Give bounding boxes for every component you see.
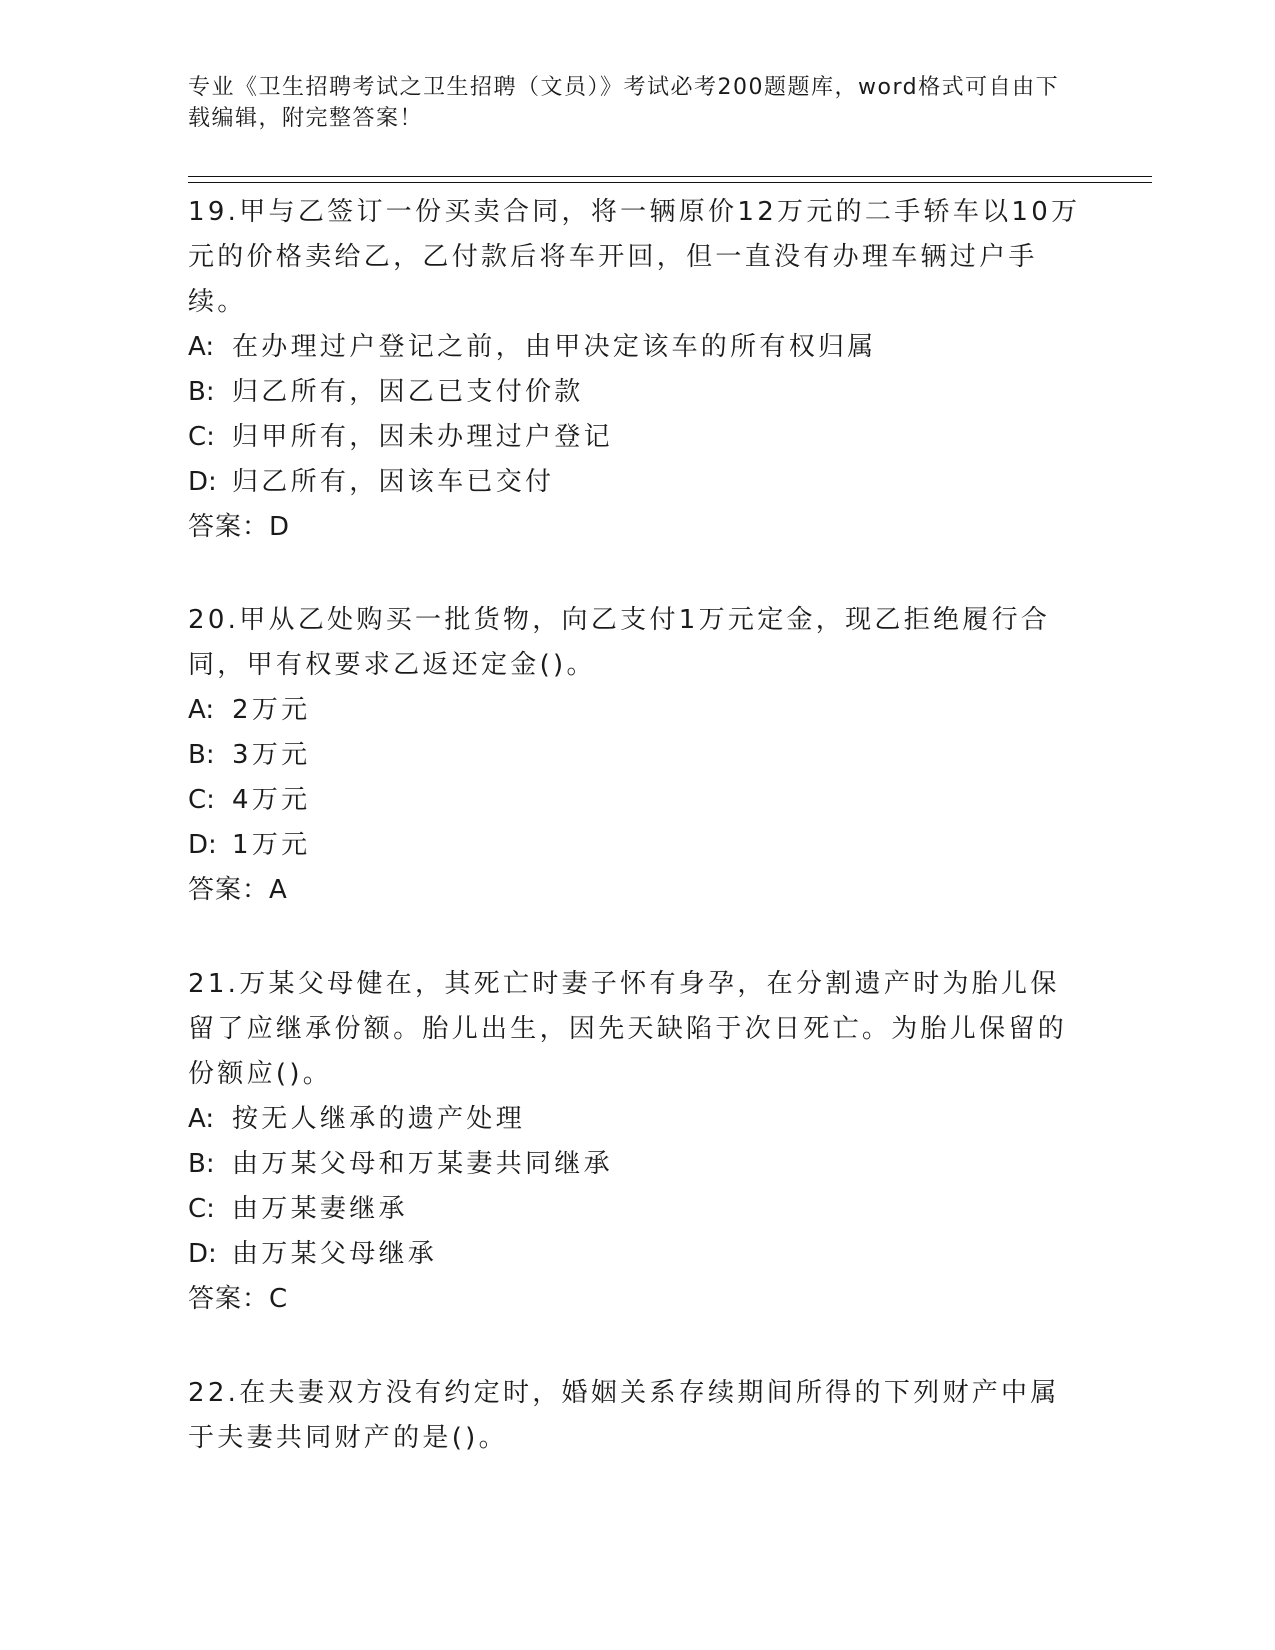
option-key: D:: [188, 467, 217, 497]
option-text: 在办理过户登记之前，由甲决定该车的所有权归属: [232, 332, 877, 362]
header-divider-bottom: [188, 182, 1152, 183]
question-stem: 19.甲与乙签订一份买卖合同，将一辆原价12万元的二手轿车以10万元的价格卖给乙，乙付款后将车开回，但一直没有办理车辆过户手续。: [188, 197, 1081, 317]
option-text: 4万元: [232, 785, 311, 815]
option-key: B:: [188, 377, 215, 407]
option-text: 归乙所有，因该车已交付: [232, 467, 555, 497]
option-d: [188, 460, 1088, 505]
option-c: [188, 415, 1088, 460]
option-c: [188, 778, 1088, 823]
option-text: 由万某父母继承: [232, 1239, 438, 1269]
option-text: 由万某妻继承: [232, 1194, 408, 1224]
option-d: [188, 823, 1088, 868]
option-text: 2万元: [232, 695, 311, 725]
question-stem: 20.甲从乙处购买一批货物，向乙支付1万元定金，现乙拒绝履行合同，甲有权要求乙返还定金()。: [188, 605, 1051, 680]
option-key: D:: [188, 1239, 217, 1269]
option-text: 归甲所有，因未办理过户登记: [232, 422, 613, 452]
question-19: [188, 190, 1088, 550]
option-b: [188, 1142, 1088, 1187]
option-key: B:: [188, 740, 215, 770]
option-key: A:: [188, 1104, 215, 1134]
option-text: 按无人继承的遗产处理: [232, 1104, 526, 1134]
option-text: 由万某父母和万某妻共同继承: [232, 1149, 613, 1179]
question-21: [188, 962, 1088, 1322]
question-20: [188, 598, 1088, 913]
document-header: 专业《卫生招聘考试之卫生招聘（文员）》考试必考200题题库，word格式可自由下载编辑，附完整答案！: [188, 75, 1060, 131]
question-stem: 22.在夫妻双方没有约定时，婚姻关系存续期间所得的下列财产中属于夫妻共同财产的是()。: [188, 1378, 1060, 1453]
option-b: [188, 370, 1088, 415]
option-text: 1万元: [232, 830, 311, 860]
option-c: [188, 1187, 1088, 1232]
option-a: [188, 1097, 1088, 1142]
question-stem: 21.万某父母健在，其死亡时妻子怀有身孕，在分割遗产时为胎儿保留了应继承份额。胎儿出生，因先天缺陷于次日死亡。为胎儿保留的份额应()。: [188, 969, 1068, 1089]
question-22: [188, 1371, 1088, 1461]
option-key: C:: [188, 422, 215, 452]
option-a: [188, 325, 1088, 370]
option-b: [188, 733, 1088, 778]
option-key: A:: [188, 695, 215, 725]
option-key: C:: [188, 1194, 215, 1224]
option-key: A:: [188, 332, 215, 362]
option-key: B:: [188, 1149, 215, 1179]
option-d: [188, 1232, 1088, 1277]
option-a: [188, 688, 1088, 733]
option-text: 归乙所有，因乙已支付价款: [232, 377, 584, 407]
answer-line: 答案：C: [188, 1284, 289, 1314]
answer-line: 答案：D: [188, 512, 291, 542]
option-key: D:: [188, 830, 217, 860]
answer-line: 答案：A: [188, 875, 288, 905]
header-divider-top: [188, 176, 1152, 177]
option-key: C:: [188, 785, 215, 815]
option-text: 3万元: [232, 740, 311, 770]
